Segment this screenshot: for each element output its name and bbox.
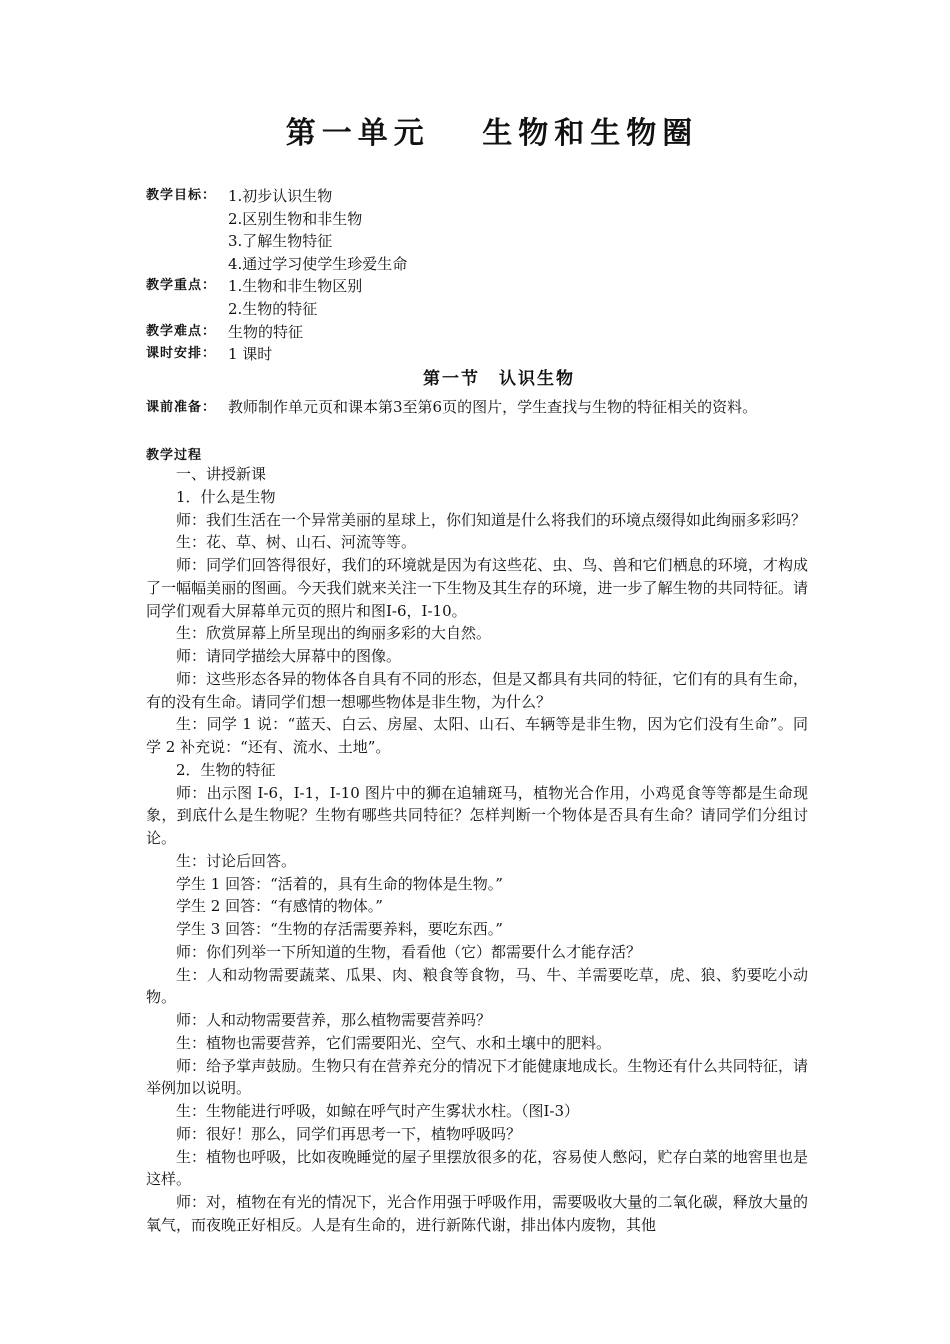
body-paragraph: 生：欣赏屏幕上所呈现出的绚丽多彩的大自然。: [176, 624, 492, 643]
key-point-item: 2.生物的特征: [228, 299, 318, 318]
body-paragraph: 师：我们生活在一个异常美丽的星球上，你们知道是什么将我们的环境点缀得如此绚丽多彩吗？: [176, 510, 807, 529]
lesson-body: [146, 463, 808, 1237]
key-points-label: 教学重点：: [146, 278, 217, 294]
goal-item: 3.了解生物特征: [228, 232, 333, 251]
difficult-label: 教学难点：: [146, 323, 217, 339]
body-paragraph: 生：花、草、树、山石、河流等等。: [176, 533, 417, 552]
difficult-value: 生物的特征: [228, 322, 304, 341]
body-paragraph: 生：同学 1 说：“蓝天、白云、房屋、太阳、山石、车辆等是非生物，因为它们没有生命”。同学 2 补充说：“还有、流水、土地”。: [146, 715, 808, 756]
body-paragraph: 2．生物的特征: [176, 760, 276, 779]
body-paragraph: 师：对，植物在有光的情况下，光合作用强于呼吸作用，需要吸收大量的二氧化碳，释放大量的氧气，而夜晚正好相反。人是有生命的，进行新陈代谢，排出体内废物，其他: [146, 1193, 808, 1234]
goal-item: 1.初步认识生物: [228, 187, 333, 205]
key-point-item: 1.生物和非生物区别: [228, 277, 363, 296]
body-paragraph: 1．什么是生物: [176, 487, 276, 506]
time-value: 1 课时: [228, 345, 273, 364]
body-paragraph: 师：你们列举一下所知道的生物，看看他（它）都需要什么才能存活？: [176, 942, 642, 961]
body-paragraph: 生：植物也需要营养，它们需要阳光、空气、水和土壤中的肥料。: [176, 1033, 612, 1052]
body-paragraph: 生：人和动物需要蔬菜、瓜果、肉、粮食等食物，马、牛、羊需要吃草，虎、狼、豹要吃小动物。: [146, 965, 808, 1007]
goals-row: [146, 208, 826, 231]
goals-label: 教学目标：: [146, 188, 217, 203]
body-paragraph: 学生 2 回答：“有感情的物体。”: [176, 897, 383, 916]
body-paragraph: 学生 3 回答：“生物的存活需要养料，要吃东西。”: [176, 920, 503, 938]
body-paragraph: 生：讨论后回答。: [176, 851, 297, 870]
goal-item: 4.通过学习使学生珍爱生命: [228, 254, 408, 273]
body-paragraph: 一、讲授新课: [176, 465, 267, 483]
goals-row: [146, 253, 826, 276]
body-paragraph: 师：很好！那么，同学们再思考一下，植物呼吸吗？: [176, 1124, 522, 1143]
time-label: 课时安排：: [146, 346, 217, 362]
key-points-row: [146, 275, 826, 298]
lesson-meta: [146, 185, 826, 366]
section-title: 第一节 认识生物: [423, 369, 575, 389]
body-paragraph: 师：这些形态各异的物体各自具有不同的形态，但是又都具有共同的特征，它们有的具有生命，有的没有生命。请同学们想一想哪些物体是非生物，为什么？: [146, 669, 808, 711]
goals-row: [146, 185, 826, 208]
goals-row: [146, 230, 826, 253]
prep-row: [146, 396, 811, 420]
process-heading: 教学过程: [146, 448, 203, 463]
difficult-row: [146, 321, 826, 344]
body-paragraph: 师：人和动物需要营养，那么植物需要营养吗？: [176, 1011, 492, 1029]
body-paragraph: 师：同学们回答得很好，我们的环境就是因为有这些花、虫、鸟、兽和它们栖息的环境，才构成了一幅幅美丽的图画。今天我们就来关注一下生物及其生存的环境，进一步了解生物的共同特征。请同学们观看大屏幕单元页的照片和图I-6，I-10。: [146, 556, 808, 620]
unit-title: 第一单元 生物和生物圈: [285, 116, 699, 151]
body-paragraph: 生：生物能进行呼吸，如鲸在呼气时产生雾状水柱。（图I-3）: [176, 1102, 580, 1120]
goal-item: 2.区别生物和非生物: [228, 209, 363, 228]
prep-label: 课前准备：: [146, 400, 217, 415]
body-paragraph: 师：给予掌声鼓励。生物只有在营养充分的情况下才能健康地成长。生物还有什么共同特征，请举例加以说明。: [146, 1056, 808, 1098]
key-points-row: [146, 298, 826, 321]
body-paragraph: 生：植物也呼吸，比如夜晚睡觉的屋子里摆放很多的花，容易使人憋闷，贮存白菜的地窖里也是这样。: [146, 1147, 808, 1189]
prep-text: 教师制作单元页和课本第3至第6页的图片，学生查找与生物的特征相关的资料。: [228, 398, 758, 416]
time-row: [146, 343, 826, 366]
body-paragraph: 学生 1 回答：“活着的，具有生命的物体是生物。”: [176, 874, 503, 893]
body-paragraph: 师：请同学描绘大屏幕中的图像。: [176, 647, 402, 665]
body-paragraph: 师：出示图 I-6，I-1，I-10 图片中的狮在追辅斑马，植物光合作用，小鸡觅食等等都是生命现象，到底什么是生物呢？生物有哪些共同特征？怎样判断一个物体是否具有生命？请同学们分组讨论。: [146, 783, 808, 847]
